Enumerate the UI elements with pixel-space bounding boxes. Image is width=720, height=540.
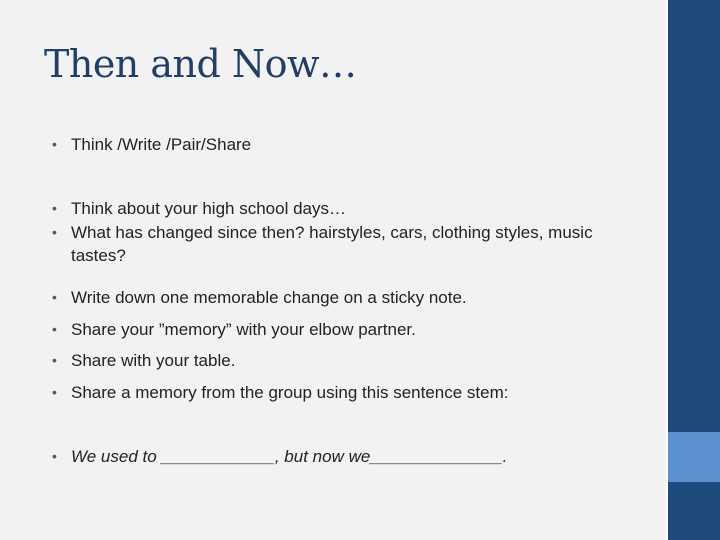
bullet-marker: • (52, 136, 57, 152)
bullet-marker: • (52, 200, 57, 216)
bullet-item (52, 381, 652, 404)
bullet-marker: • (52, 448, 57, 464)
bullet-text: Think about your high school days… (71, 199, 346, 218)
bullet-text: Share your ”memory” with your elbow partner. (71, 320, 416, 339)
bullet-item (52, 318, 652, 341)
bullet-text: Think /Write /Pair/Share (71, 135, 252, 154)
bullet-marker: • (52, 384, 57, 400)
bullet-marker: • (52, 321, 57, 337)
sentence-stem-text: We used to ____________, but now we______________. (71, 447, 508, 466)
bullet-text: Share a memory from the group using this sentence stem: (71, 383, 509, 402)
bullet-item (52, 286, 652, 309)
bullet-text: Share with your table. (71, 351, 236, 370)
bullet-item (52, 221, 637, 267)
bullet-item (52, 197, 652, 220)
bullet-text: Write down one memorable change on a sticky note. (71, 288, 467, 307)
bullet-marker: • (52, 289, 57, 305)
bullet-item (52, 349, 652, 372)
bullet-marker: • (52, 352, 57, 368)
sidebar-accent-block (668, 432, 720, 482)
sidebar-decoration (666, 0, 720, 540)
bullet-item (52, 133, 652, 156)
slide-title: Then and Now… (44, 42, 357, 86)
bullet-marker: • (52, 224, 57, 240)
bullet-text: What has changed since then? hairstyles, cars, clothing styles, music tastes? (71, 223, 593, 265)
bullet-item (52, 445, 652, 468)
